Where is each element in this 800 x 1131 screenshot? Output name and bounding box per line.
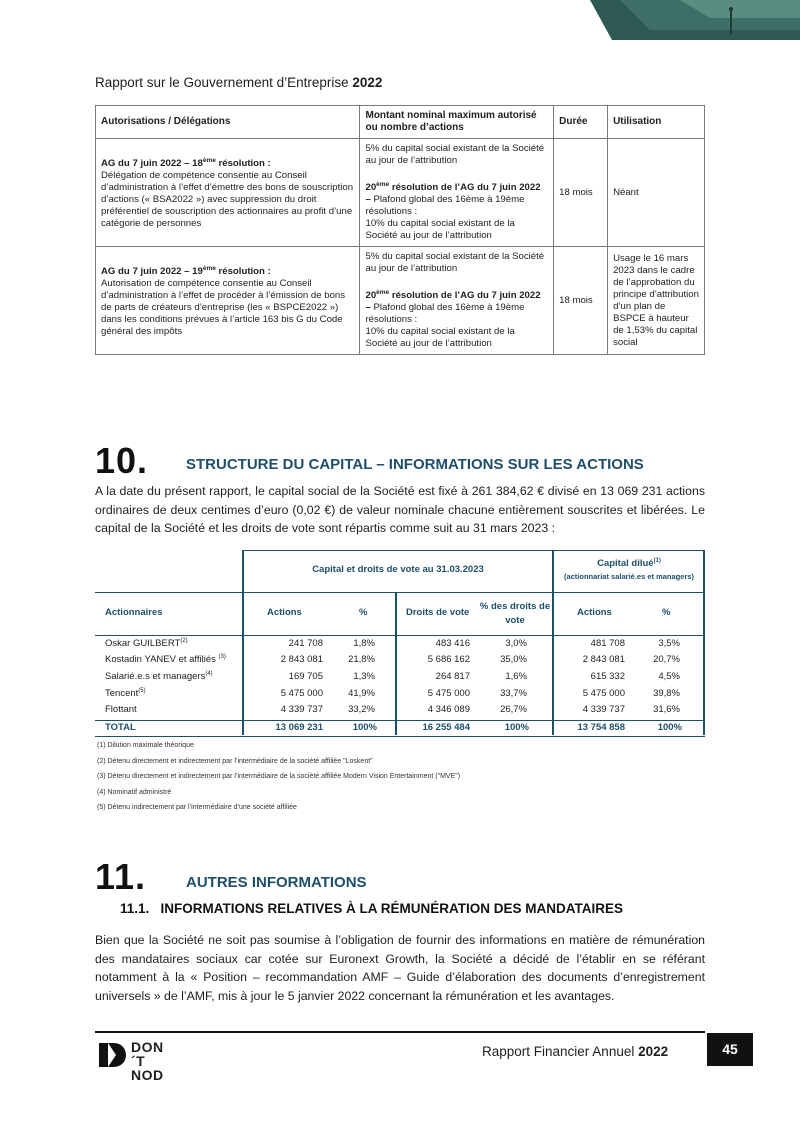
col-header: % (662, 607, 671, 618)
running-header (95, 75, 382, 90)
footnote: (4) Nominatif administré (97, 788, 172, 796)
section-10-paragraph: A la date du présent rapport, le capital social de la Société est fixé à 261 384,62 € divisé en 13 069 231 actions ordinaires de deux centimes d’euro (0,02 €) de valeur nominale chacune entièrement souscrites et libérées. Le capital de la Société et les droits de vote sont répartis comme suit au 31 mars 2023 : (95, 484, 705, 535)
duration-cell: 18 mois (554, 139, 608, 247)
table-divider (242, 550, 244, 735)
amount-cell: 5% du capital social existant de la Société au jour de l’attribution 20ème résolution de l’AG du 7 juin 2022 – Plafond global des 16ème à 19ème résolutions : 10% du capital social existant de la Société au jour de l’attribution (360, 139, 554, 247)
section-10-number: 10. (95, 440, 149, 481)
diluted-band-subtitle: (actionnariat salarié.es et managers) (563, 572, 695, 581)
table-total-row: TOTAL 13 069 231 100% 16 255 484 100% 13 754 858 100% (95, 720, 705, 737)
table-row: Oskar GUILBERT$^{(2)}$ 241 708 1,8% 483 416 3,0% 481 708 3,5% (105, 638, 680, 650)
col-header: % des droits de vote (479, 601, 551, 626)
col-header: Actions (267, 607, 302, 618)
col-header: Droits de vote (406, 607, 470, 618)
footnotes (97, 738, 460, 816)
col-header: Utilisation (608, 106, 705, 139)
footer-rule (95, 1031, 705, 1033)
table-row (96, 247, 705, 355)
col-header: Actionnaires (105, 607, 163, 618)
col-header: Actions (577, 607, 612, 618)
table-row (96, 139, 705, 247)
logo-mark-icon (97, 1040, 127, 1070)
header-title: Rapport sur le Gouvernement d’Entreprise (95, 75, 349, 90)
table-row: Tencent$^{(5)}$ 5 475 000 41,9% 5 475 000 33,7% 5 475 000 39,8% (105, 688, 680, 700)
footnote: (3) Détenu directement et indirectement par l’intermédiaire de la société affiliée Modern Vision Entertainment ("MVE") (97, 773, 461, 780)
authorization-desc: Autorisation de compétence consentie au Conseil d’administration à l’effet de procéder à l’émission de bons de parts de créateurs d’entreprise (les « BSPCE2022 ») dans les conditions prévues à l’article 163 bis G du Code général des impôts (101, 278, 346, 338)
diluted-band (553, 550, 705, 593)
table-row: Kostadin YANEV et affiliés $^{(3)}$ 2 843 081 21,8% 5 686 162 35,0% 2 843 081 20,7% (105, 654, 680, 666)
header-artwork (590, 0, 800, 40)
shareholder-name: Tencent$^{(5)}$ (105, 688, 146, 700)
shareholder-name: Oskar GUILBERT$^{(2)}$ (105, 638, 188, 650)
logo-text: DON´T NOD (131, 1039, 164, 1083)
authorization-desc: Délégation de compétence consentie au Conseil d’administration à l’effet d’émettre des bons de souscription d’actions (« BSA2022 ») avec suppression du droit préférentiel de souscription des actionnaires au profit d’une catégorie de personnes (101, 170, 354, 230)
col-header: Montant nominal maximum autorisé ou nombre d’actions (360, 106, 554, 139)
header-year: 2022 (352, 75, 383, 90)
table-divider (552, 550, 554, 735)
duration-cell: 18 mois (554, 247, 608, 355)
footnote: (5) Détenu indirectement par l’intermédiaire d’une société affiliée (97, 804, 297, 811)
col-header: Durée (554, 106, 608, 139)
capital-band (242, 550, 554, 593)
shareholder-name: Salarié.e.s et managers$^{(4)}$ (105, 671, 213, 683)
subsection-title: 11.1. INFORMATIONS RELATIVES À LA RÉMUNÉRATION DES MANDATAIRES (120, 901, 624, 916)
table-header-row (96, 106, 705, 139)
usage-cell: Néant (608, 139, 705, 247)
table-divider (395, 592, 397, 735)
col-header: % (359, 607, 368, 618)
col-header: Autorisations / Délégations (96, 106, 360, 139)
section-10-title: STRUCTURE DU CAPITAL – INFORMATIONS SUR LES ACTIONS (186, 456, 644, 473)
section-11-title: AUTRES INFORMATIONS (186, 874, 367, 891)
footnote: (2) Détenu directement et indirectement par l’intermédiaire de la société affiliée "Loskent" (97, 757, 373, 765)
table-row: Salarié.e.s et managers$^{(4)}$ 169 705 1,3% 264 817 1,6% 615 332 4,5% (105, 671, 680, 683)
company-logo (97, 1039, 164, 1083)
section-11-number: 11. (95, 856, 147, 897)
authorization-cell: AG du 7 juin 2022 – 18ème résolution : Délégation de compétence consentie au Conseil d’administration à l’effet d’émettre des bons de souscription d’actions (« BSA2022 ») avec suppression du droit préférentiel de souscription des actionnaires au profit d’une catégorie de personnes (96, 139, 360, 247)
capital-header-row (95, 592, 705, 636)
diluted-band-title: Capital dilué$^{(1)}$ (597, 558, 661, 570)
table-divider (703, 550, 705, 735)
section-11-paragraph: Bien que la Société ne soit pas soumise à l’obligation de fournir des informations en matière de rémunération des mandataires sociaux car cotée sur Euronext Growth, la Société a décidé de l’établir en se référant notamment à la « Position – recommandation AMF – Guide d’élaboration des documents d’enregistrement universels » de l’AMF, mis à jour le 5 janvier 2022 concernant la rémunération et les avantages. (95, 933, 705, 1003)
page-number: 45 (707, 1033, 753, 1066)
footnote: (1) Dilution maximale théorique (97, 742, 194, 749)
shareholder-name: Kostadin YANEV et affiliés $^{(3)}$ (105, 654, 226, 666)
usage-cell: Usage le 16 mars 2023 dans le cadre de l’approbation du principe d’attribution d’un plan de BSPCE à hauteur de 1,53% du capital social (608, 247, 705, 355)
authorization-cell: AG du 7 juin 2022 – 19ème résolution : Autorisation de compétence consentie au Conseil d’administration à l’effet de procéder à l’émission de bons de parts de créateurs d’entreprise (les « BSPCE2022 ») dans les conditions prévues à l’article 163 bis G du Code général des impôts (96, 247, 360, 355)
table-row: Flottant 4 339 737 33,2% 4 346 089 26,7% 4 339 737 31,6% (105, 704, 680, 715)
amount-cell: 5% du capital social existant de la Société au jour de l’attribution 20ème résolution de l’AG du 7 juin 2022 – Plafond global des 16ème à 19ème résolutions : 10% du capital social existant de la Société au jour de l’attribution (360, 247, 554, 355)
delegations-table (95, 105, 705, 355)
capital-band-title: Capital et droits de vote au 31.03.2023 (312, 564, 484, 575)
footer-title: Rapport Financier Annuel 2022 (482, 1044, 669, 1059)
shareholder-name: Flottant (105, 704, 137, 715)
